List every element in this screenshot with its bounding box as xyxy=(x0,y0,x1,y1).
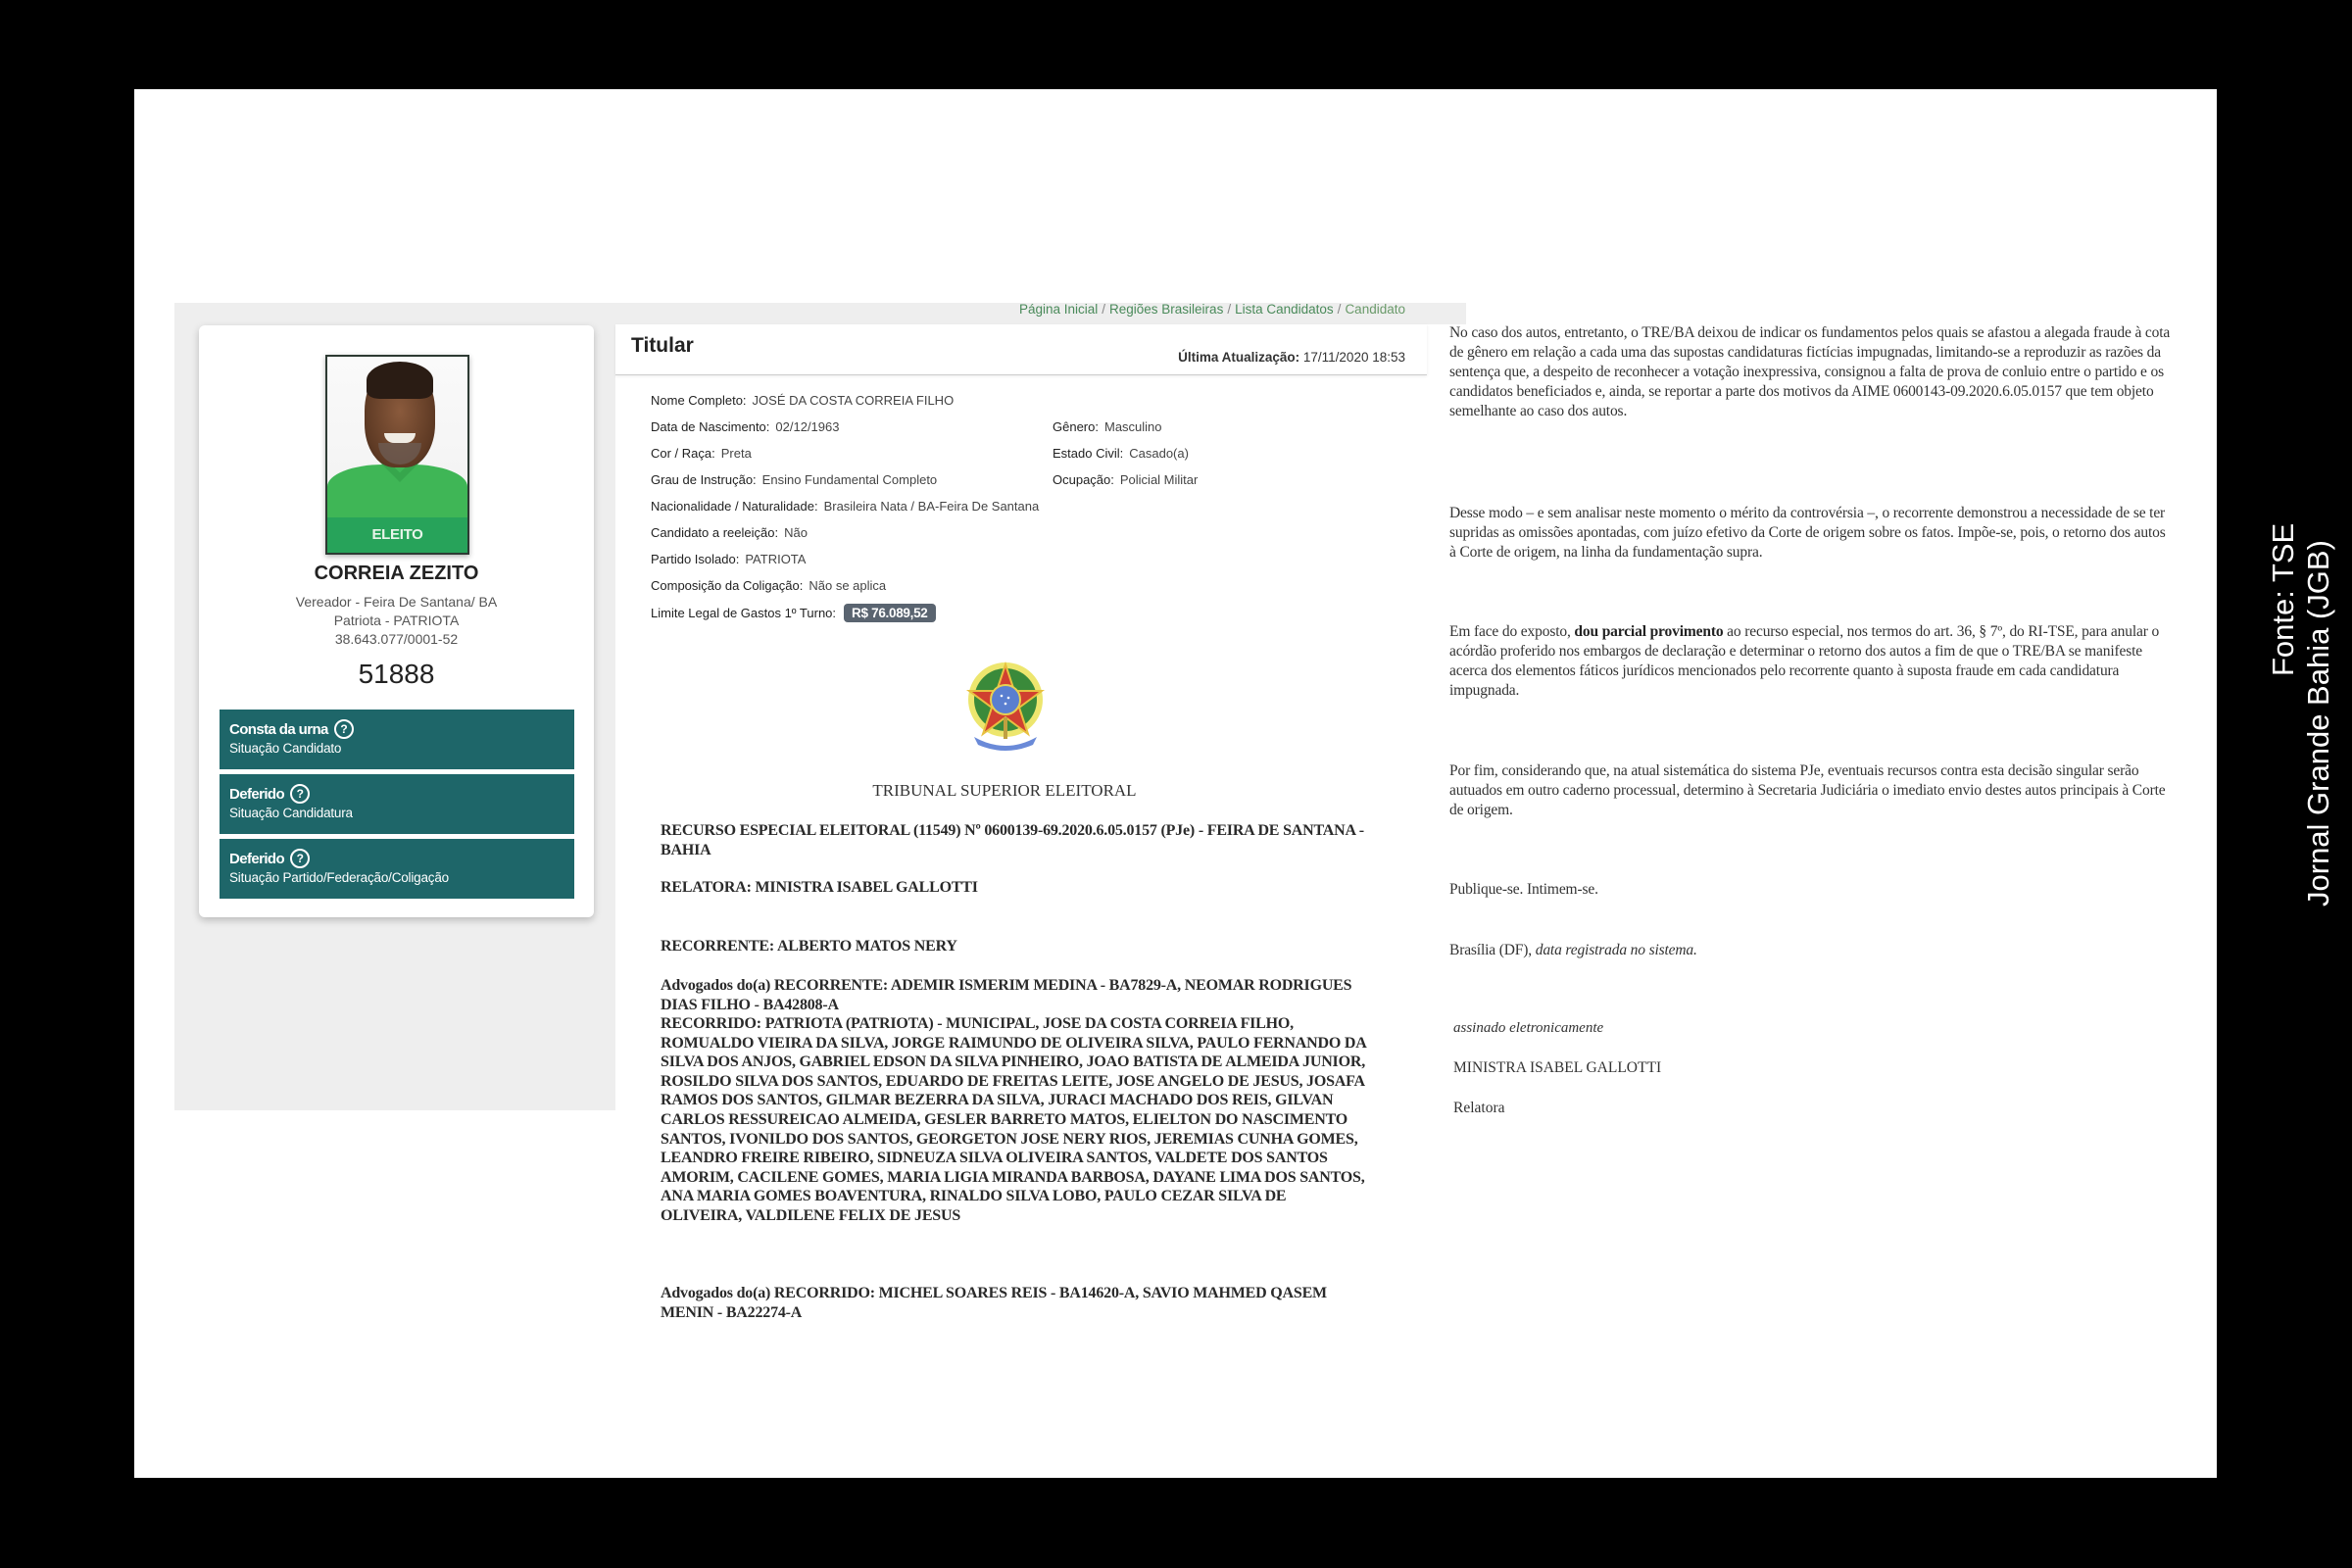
breadcrumb-regioes[interactable]: Regiões Brasileiras xyxy=(1109,302,1224,317)
breadcrumb xyxy=(615,299,1405,320)
breadcrumb-lista[interactable]: Lista Candidatos xyxy=(1235,302,1334,317)
signature-name: MINISTRA ISABEL GALLOTTI xyxy=(1453,1059,1662,1076)
document-paragraph-4: Por fim, considerando que, na atual sistemática do sistema PJe, eventuais recursos contra esta decisão singular serão autuados em outro caderno processual, determino à Secretaria Judiciária o imediato envio destes autos principais à Corte de origem. xyxy=(1449,762,2166,818)
field-reeleicao: Candidato a reeleição: Não xyxy=(651,525,808,540)
spending-limit-badge: R$ 76.089,52 xyxy=(844,604,935,622)
candidate-photo xyxy=(325,355,469,555)
document-advogados-recorrente: Advogados do(a) RECORRENTE: ADEMIR ISMERIM MEDINA - BA7829-A, NEOMAR RODRIGUES DIAS FILHO - BA42808-A xyxy=(661,977,1352,1013)
field-nacionalidade: Nacionalidade / Naturalidade: Brasileira Nata / BA-Feira De Santana xyxy=(651,499,1040,514)
status-box-candidato xyxy=(220,710,574,769)
help-circle-icon[interactable]: ? xyxy=(334,719,354,739)
breadcrumb-current: Candidato xyxy=(1345,302,1405,317)
field-grau-instrucao: Grau de Instrução: Ensino Fundamental Completo xyxy=(651,472,938,487)
document-paragraph-3: Em face do exposto, dou parcial provimento ao recurso especial, nos termos do art. 36, § 7º, do RI-TSE, para anular o acórdão proferido nos embargos de declaração e determinar o retorno dos autos a fim de que o TRE/BA se manifeste acerca dos elementos fáticos jurídicos mencionados pelo recorrente quanto à suposta fraude em cada candidatura impugnada. xyxy=(1449,623,2160,699)
last-updated-label: Última Atualização: xyxy=(1178,350,1300,365)
help-circle-icon[interactable]: ? xyxy=(290,784,310,804)
document-brasilia: Brasília (DF), data registrada no sistema. xyxy=(1449,942,1697,958)
field-limite-gastos: Limite Legal de Gastos 1º Turno: R$ 76.089,52 xyxy=(651,604,936,622)
field-estado-civil: Estado Civil: Casado(a) xyxy=(1053,446,1189,461)
status-title: Deferido xyxy=(229,785,285,803)
status-box-partido xyxy=(220,839,574,899)
candidate-name: CORREIA ZEZITO xyxy=(314,563,479,584)
field-genero: Gênero: Masculino xyxy=(1053,419,1162,434)
candidate-number: 51888 xyxy=(358,659,435,689)
document-publique: Publique-se. Intimem-se. xyxy=(1449,881,1598,898)
document-recorrido: RECORRIDO: PATRIOTA (PATRIOTA) - MUNICIPAL, JOSE DA COSTA CORREIA FILHO, ROMUALDO VIEIRA DA SILVA, JORGE RAIMUNDO DE OLIVEIRA SILVA, PAULO FERNANDO DA SILVA DOS ANJOS, GABRIEL EDSON DA SILVA PINHEIRO, JOAO BATISTA DE ALMEIDA JUNIOR, ROSILDO SILVA DOS SANTOS, EDUARDO DE FREITAS LEITE, JOSE ANGELO DE JESUS, JOSAFA RAMOS DOS SANTOS, GILMAR BEZERRA DA SILVA, JURACI MACHADO DOS REIS, GILVAN CARLOS RESSUREICAO ALMEIDA, GESLER BARRETO MATOS, ELIELTON DO NASCIMENTO SANTOS, IVONILDO DOS SANTOS, GEORGETON JOSE NERY RIOS, JEREMIAS CUNHA GOMES, LEANDRO FREIRE RIBEIRO, SIDNEUZA SILVA OLIVEIRA SANTOS, VALDETE DOS SANTOS AMORIM, CACILENE GOMES, MARIA LIGIA MIRANDA BARBOSA, DAYANE LIMA DOS SANTOS, ANA MARIA GOMES BOAVENTURA, RINALDO SILVA LOBO, PAULO CEZAR SILVA DE OLIVEIRA, VALDILENE FELIX DE JESUS xyxy=(661,1015,1366,1224)
field-ocupacao: Ocupação: Policial Militar xyxy=(1053,472,1199,487)
breadcrumb-home[interactable]: Página Inicial xyxy=(1018,302,1099,317)
document-paragraph-2: Desse modo – e sem analisar neste momento o mérito da controvérsia –, o recorrente demonstrou a necessidade de se ter supridas as omissões apontadas, com juízo efetivo da Corte de origem sobre os fatos. Impõe-se, pois, o retorno dos autos à Corte de origem, na linha da fundamentação supra. xyxy=(1449,505,2166,561)
status-title: Deferido xyxy=(229,850,285,867)
status-subtitle: Situação Partido/Federação/Coligação xyxy=(229,870,449,885)
status-title: Consta da urna xyxy=(229,720,328,738)
field-cor-raca: Cor / Raça: Preta xyxy=(651,446,752,461)
field-nome-completo: Nome Completo: JOSÉ DA COSTA CORREIA FILHO xyxy=(651,393,955,408)
document-recorrente: RECORRENTE: ALBERTO MATOS NERY xyxy=(661,938,957,955)
document-advogados-recorrido: Advogados do(a) RECORRIDO: MICHEL SOARES REIS - BA14620-A, SAVIO MAHMED QASEM MENIN - BA22274-A xyxy=(661,1285,1327,1321)
signature-role: Relatora xyxy=(1453,1100,1505,1116)
last-updated xyxy=(1178,350,1405,365)
detail-title: Titular xyxy=(631,334,694,357)
candidate-profile-card xyxy=(199,325,594,917)
candidate-party: Patriota - PATRIOTA xyxy=(333,612,460,628)
status-subtitle: Situação Candidato xyxy=(229,741,342,756)
document-paragraph-1: No caso dos autos, entretanto, o TRE/BA deixou de indicar os fundamentos pelos quais se afastou a alegada fraude à cota de gênero em relação a cada uma das supostas candidaturas fictícias impugnadas, limitando-se a reproduzir as razões da sentença que, a despeito de reconhecer a votação inexpressiva, consignou a falta de prova de conluio entre o partido e os candidatos beneficiados e, ainda, se reportar a parte dos motivos da AIME 0600143-09.2020.6.05.0157 que tem objeto semelhante ao caso dos autos. xyxy=(1449,324,2171,419)
source-watermark xyxy=(2254,510,2342,921)
decision-bold-text: dou parcial provimento xyxy=(1574,623,1724,640)
breadcrumb-separator: / xyxy=(1337,302,1342,317)
watermark-publisher: Jornal Grande Bahia (JGB) xyxy=(2301,540,2335,906)
candidate-cnpj: 38.643.077/0001-52 xyxy=(334,631,459,647)
document-court-header: TRIBUNAL SUPERIOR ELEITORAL xyxy=(872,781,1137,800)
brazil-coat-of-arms-icon xyxy=(964,659,1047,753)
status-box-candidatura xyxy=(220,774,574,834)
elected-badge: ELEITO xyxy=(327,517,467,553)
candidate-office: Vereador - Feira De Santana/ BA xyxy=(295,594,498,610)
watermark-source: Fonte: TSE xyxy=(2266,522,2300,676)
last-updated-value: 17/11/2020 18:53 xyxy=(1302,350,1405,365)
document-case-title: RECURSO ESPECIAL ELEITORAL (11549) Nº 0600139-69.2020.6.05.0157 (PJe) - FEIRA DE SANTANA - BAHIA xyxy=(661,822,1364,858)
detail-header xyxy=(615,324,1427,375)
help-circle-icon[interactable]: ? xyxy=(290,849,310,868)
signature-note: assinado eletronicamente xyxy=(1453,1020,1604,1036)
field-data-nascimento: Data de Nascimento: 02/12/1963 xyxy=(651,419,840,434)
breadcrumb-separator: / xyxy=(1227,302,1232,317)
status-subtitle: Situação Candidatura xyxy=(229,806,353,820)
document-relatora: RELATORA: MINISTRA ISABEL GALLOTTI xyxy=(661,879,978,896)
breadcrumb-separator: / xyxy=(1102,302,1106,317)
field-partido-isolado: Partido Isolado: PATRIOTA xyxy=(651,552,807,566)
field-composicao-coligacao: Composição da Coligação: Não se aplica xyxy=(651,578,887,593)
